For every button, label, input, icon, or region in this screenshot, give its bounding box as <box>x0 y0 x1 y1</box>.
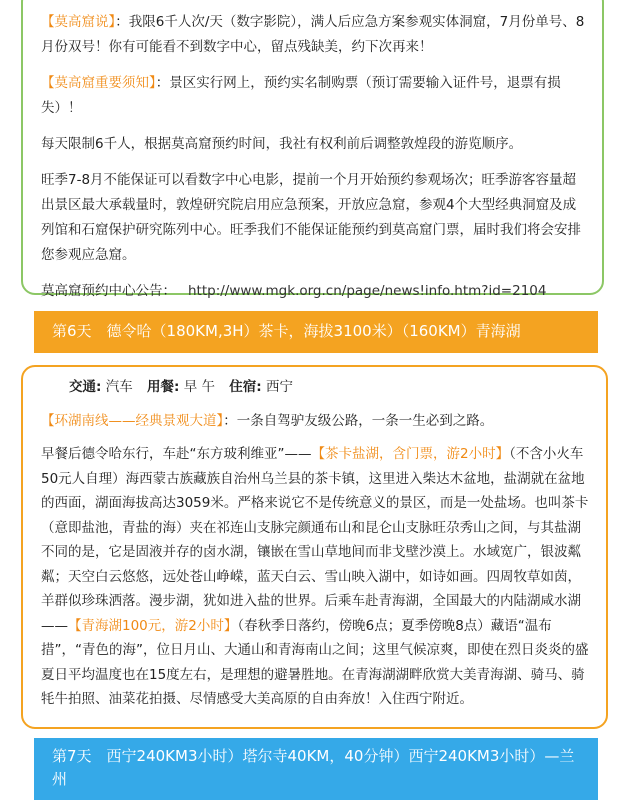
traffic-value: 汽车 <box>105 379 133 395</box>
stay-value: 西宁 <box>266 379 293 395</box>
announcement-url: http://www.mgk.org.cn/page/news!info.htm?id=2104 <box>188 283 547 299</box>
day6-info-line <box>41 375 592 400</box>
traffic-label: 交通: <box>69 379 102 395</box>
day6-title-bar: 第6天 德令哈（180KM,3H）茶卡，海拔3100米）（160KM）青海湖 <box>34 311 598 353</box>
desc-highlight-qinghai: 【青海湖100元，游2小时】 <box>68 617 238 634</box>
day6-detail-box <box>21 365 608 729</box>
notice-text-2: ：景区实行网上，预约实名制购票（预订需要输入证件号，退票有损失）！ <box>41 75 561 116</box>
notice-paragraph-1 <box>41 10 588 60</box>
stay-label: 住宿: <box>229 379 262 395</box>
desc-highlight-chaka: 【茶卡盐湖，含门票，游2小时】 <box>311 446 510 462</box>
notice-label-mogao-says: 【莫高窟说】 <box>41 14 116 30</box>
desc-part-c: （春秋季日落约，傍晚6点；夏季傍晚8点）藏语“温布措”，“青色的海”，位日月山、大通山和青海南山之间；这里气候凉爽，即使在烈日炎炎的盛夏日平均温度也在15度左右，是理想的避暑胜地。在青海湖湖畔欣赏大美青海湖、骑马、骑牦牛拍照、油菜花拍摄、尽情感受大美高原的自由奔放！入住西宁附近。 <box>41 617 589 707</box>
route-label: 【环湖南线——经典景观大道】 <box>41 412 224 429</box>
day6-route-line <box>41 409 592 434</box>
notice-paragraph-2 <box>41 71 588 121</box>
desc-part-a: 早餐后德令哈东行，车赴“东方玻利维亚”—— <box>41 446 312 462</box>
notice-paragraph-5 <box>41 279 588 304</box>
notice-text-1: ：我限6千人次/天（数字影院），满人后应急方案参观实体洞窟，7月份单号、8月份双号！你有可能看不到数字中心，留点残缺美，约下次再来！ <box>41 14 585 55</box>
route-text: ：一条自驾驴友级公路，一条一生必到之路。 <box>223 412 494 429</box>
notice-label-important: 【莫高窟重要须知】 <box>41 75 156 91</box>
mogao-notice-box <box>21 0 604 299</box>
announcement-label: 莫高窟预约中心公告： <box>41 283 176 299</box>
notice-paragraph-4: 旺季7-8月不能保证可以看数字中心电影，提前一个月开始预约参观场次；旺季游客容量超出景区最大承载量时，敦煌研究院启用应急预案，开放应急窟，参观4个大型经典洞窟及成列馆和石窟保护研究陈列中心。旺季我们不能保证能预约到莫高窟门票，届时我们将会安排您参观应急窟。 <box>41 172 581 263</box>
desc-part-b: （不含小火车50元人自理）海西蒙古族藏族自治州乌兰县的茶卡镇，这里进入柴达木盆地，盐湖就在盆地的西面，湖面海拔高达3059米。严格来说它不是传统意义的景区，而是一处盐场。也叫茶卡（意即盐池，青盐的海）夹在祁连山支脉完颜通布山和昆仑山支脉旺尕秀山之间，与其盐湖不同的是，它是固液并存的卤水湖，镶嵌在雪山草地间而非戈壁沙漠上。水域宽广，银波粼粼；天空白云悠悠，远处苍山峥嵘，蓝天白云、雪山映入湖中，如诗如画。四周牧草如茵，羊群似珍珠洒落。漫步湖，犹如进入盐的世界。后乘车赴青海湖，全国最大的内陆湖咸水湖—— <box>41 446 589 634</box>
meal-label: 用餐: <box>147 379 180 395</box>
notice-paragraph-3: 每天限制6千人，根据莫高窟预约时间，我社有权利前后调整敦煌段的游览顺序。 <box>41 136 523 152</box>
day6-description <box>41 442 592 712</box>
meal-value: 早 午 <box>183 379 215 395</box>
day7-title-bar: 第7天 西宁240KM3小时）塔尔寺40KM，40分钟）西宁240KM3小时）—兰州 <box>34 738 598 800</box>
